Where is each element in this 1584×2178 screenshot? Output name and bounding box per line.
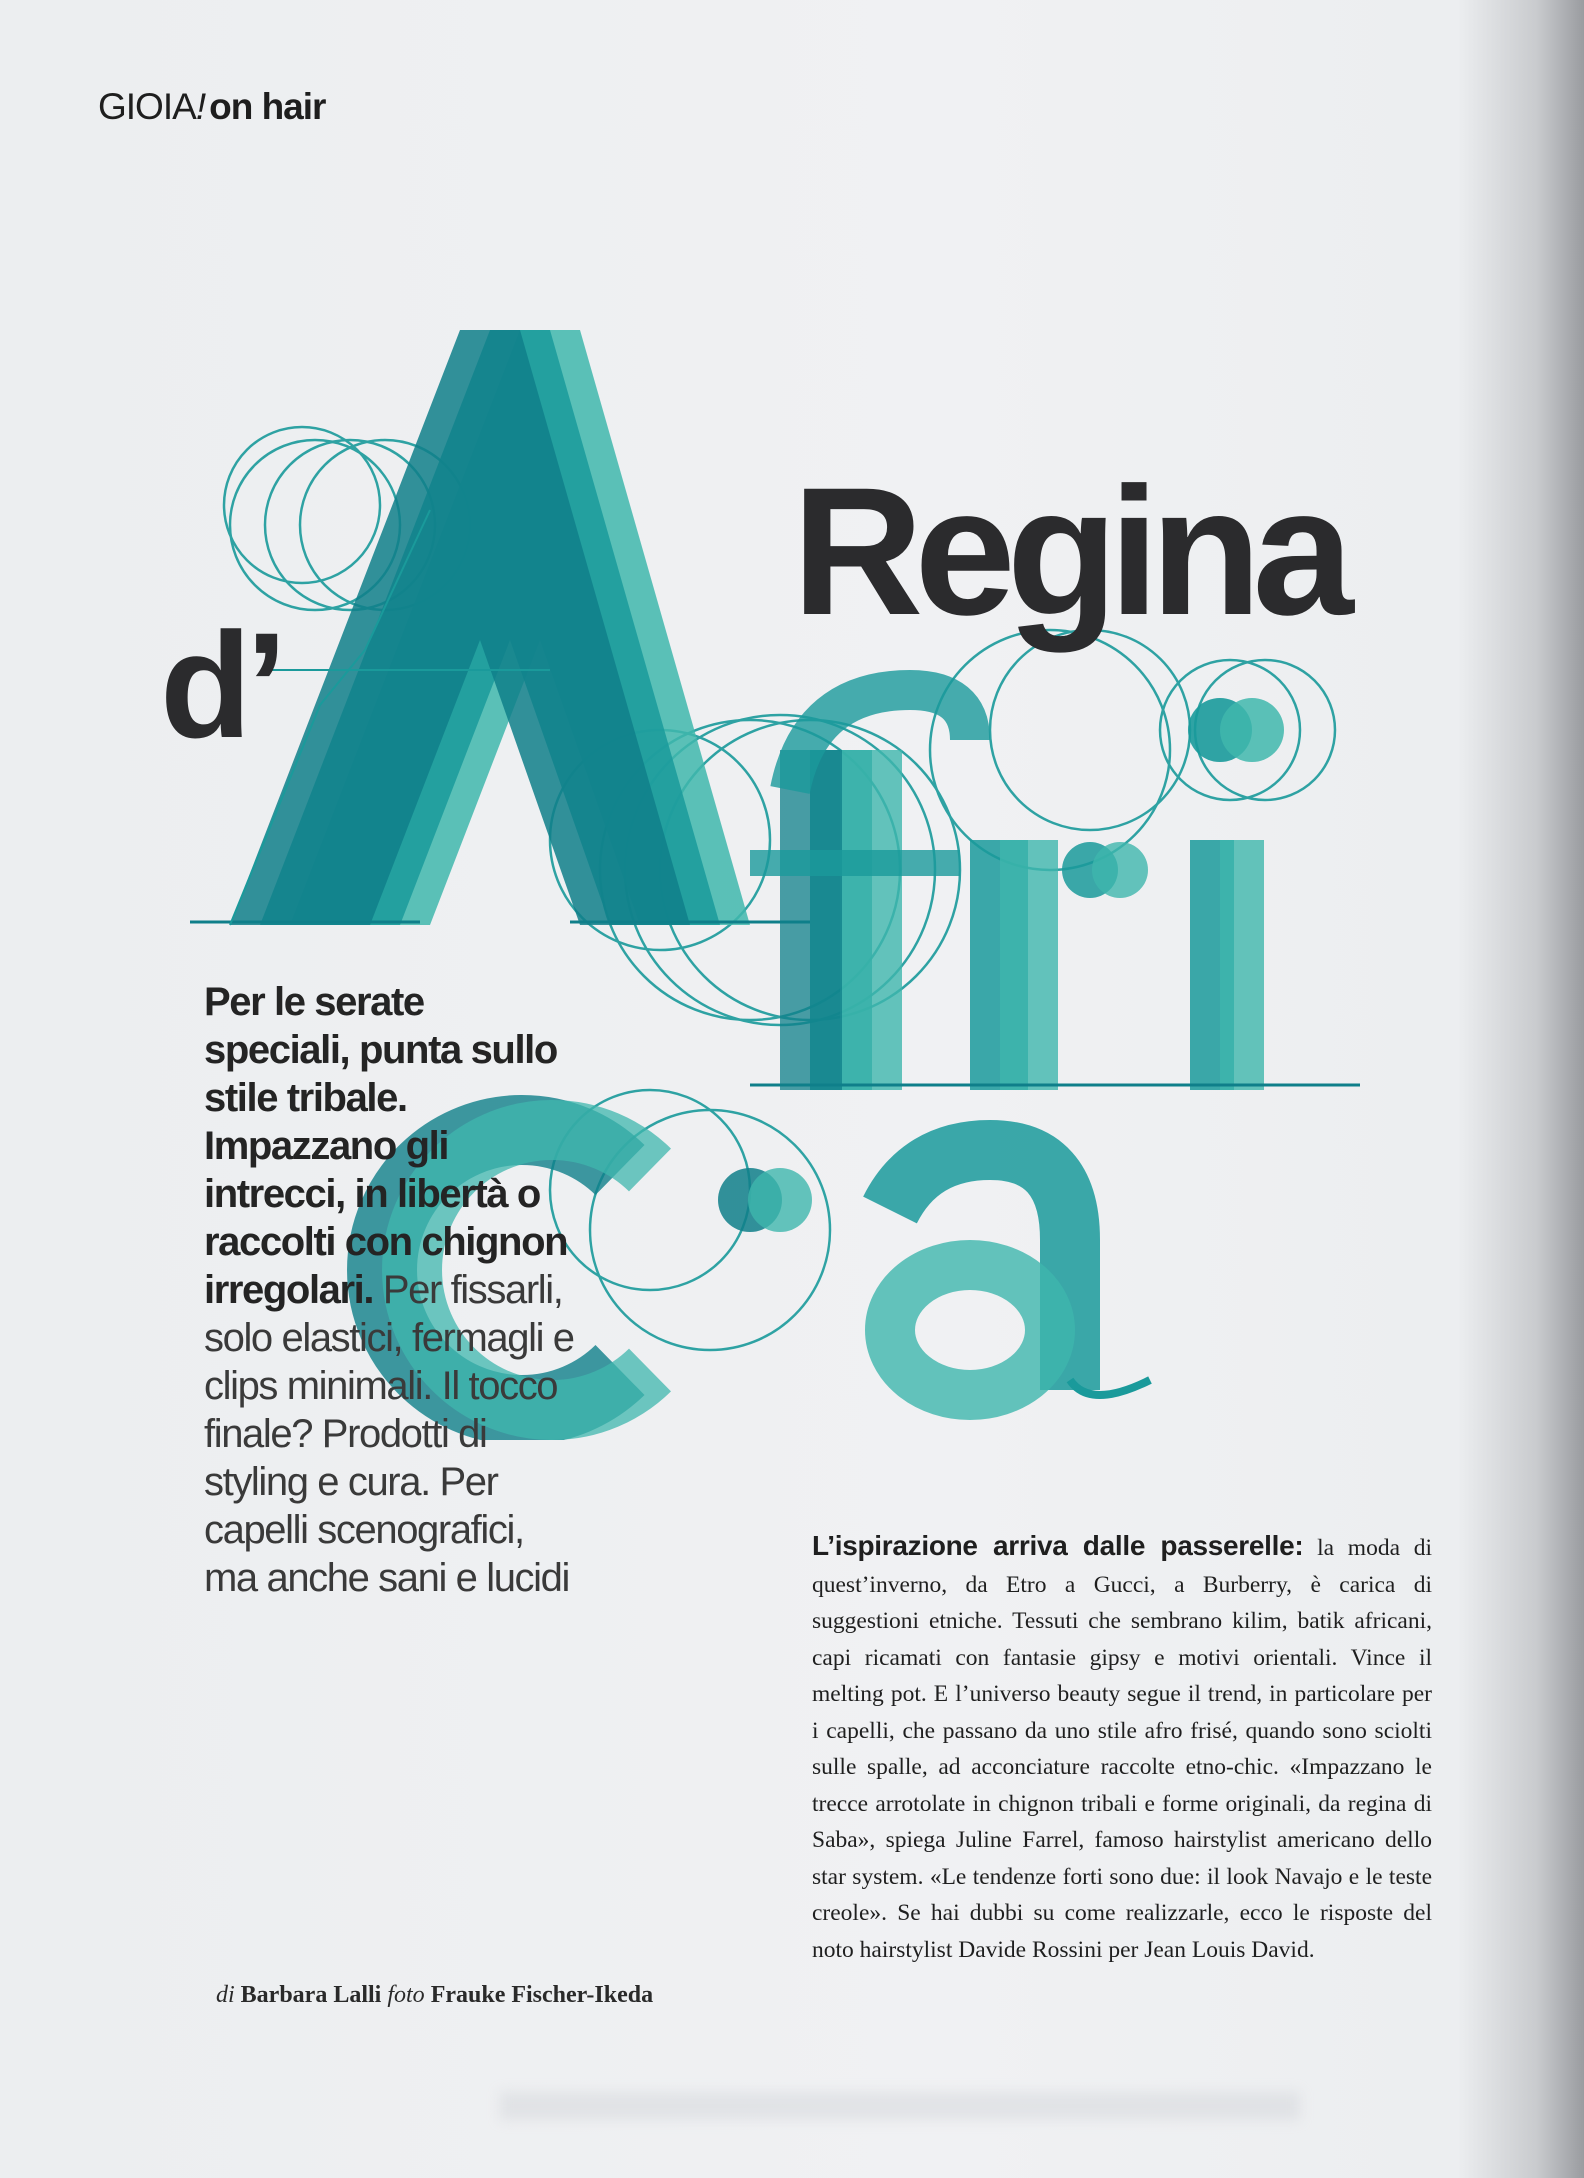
section-label: on hair: [209, 86, 326, 127]
lead-paragraph: [204, 978, 574, 1602]
bleed-through-shadow: [500, 2092, 1300, 2120]
byline-di: di: [216, 1982, 235, 2008]
brand-exclamation: !: [195, 86, 206, 127]
magazine-brand: GIOIA: [98, 86, 196, 127]
body-paragraph: la moda di quest’inverno, da Etro a Gucci, a Burberry, è carica di suggestioni etniche. Tessuti che sembrano kilim, batik africani, capi ricamati con fantasie gipsy e motivi orientali. Vince il melting pot. E l’universo beauty segue il trend, in particolare per i capelli, che passano da uno stile afro frisé, quando sono sciolti sulle spalle, ad acconciature raccolte etno-chic. «Impazzano le trecce arrotolate in chignon tribali e forme originali, da regina di Saba», spiega Juline Farrel, famoso hairstylist americano dello star system. «Le tendenze forti sono due: il look Navajo e le teste creole». Se hai dubbi su come realizzarle, ecco le risposte del noto hairstylist Davide Rossini per Jean Louis David.: [812, 1535, 1432, 1963]
byline: [216, 1982, 653, 2009]
title-regina: Regina: [792, 449, 1345, 653]
byline-photographer: Frauke Fischer-Ikeda: [430, 1982, 654, 2008]
body-lead-in: L’ispirazione arriva dalle passerelle:: [812, 1530, 1304, 1561]
lead-light-text: Per fissarli, solo elastici, fermagli e clips minimali. Il tocco finale? Prodotti di styling e cura. Per capelli scenografici, ma anche sani e lucidi: [204, 1268, 574, 1600]
lead-strong-text: Per le serate speciali, punta sullo stile tribale. Impazzano gli intrecci, in libertà o raccolti con chignon irregolari.: [204, 980, 568, 1312]
byline-foto: foto: [387, 1982, 425, 2008]
title-prefix: d’: [160, 601, 282, 769]
section-header: [98, 86, 325, 128]
body-text: [812, 1528, 1432, 1968]
byline-author: Barbara Lalli: [240, 1982, 382, 2008]
